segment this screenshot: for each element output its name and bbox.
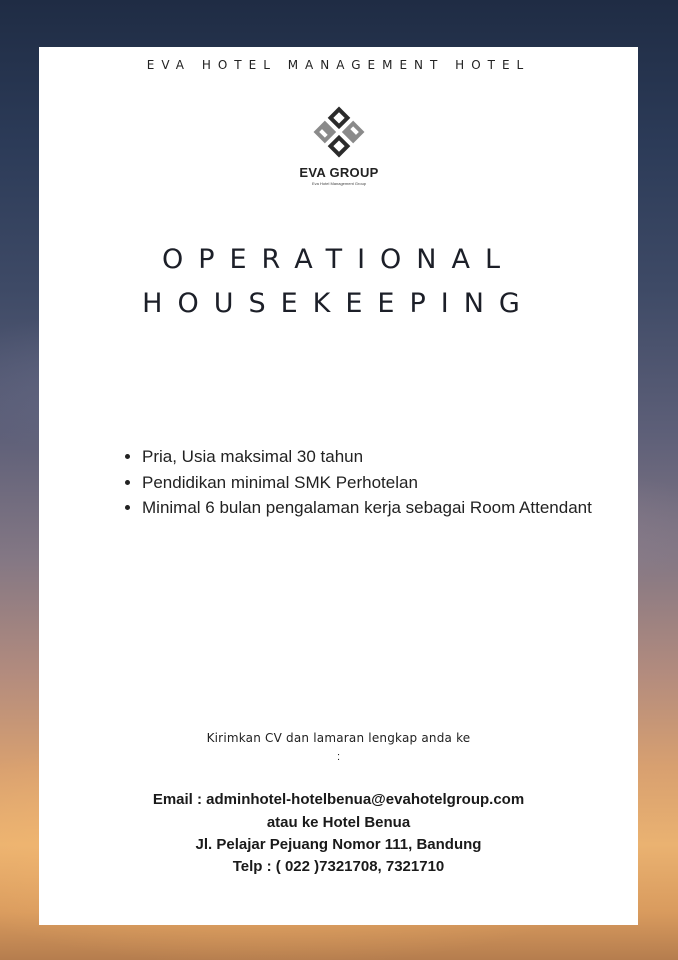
requirement-item: • Pria, Usia maksimal 30 tahun	[142, 444, 612, 470]
application-instruction: Kirimkan CV dan lamaran lengkap anda ke	[206, 731, 471, 745]
requirement-item: • Minimal 6 bulan pengalaman kerja sebagai Room Attendant	[142, 495, 612, 521]
eva-group-logo	[283, 102, 395, 192]
contact-email: Email : adminhotel-hotelbenua@evahotelgroup.com	[152, 791, 525, 808]
requirements-list	[123, 444, 612, 521]
contact-address: Jl. Pelajar Pejuang Nomor 111, Bandung	[195, 836, 482, 853]
position-title-line1: OPERATIONAL	[161, 244, 516, 275]
org-name: EVA HOTEL MANAGEMENT HOTEL	[146, 58, 531, 72]
logo-brand-name: EVA GROUP	[299, 165, 379, 180]
logo-subtitle: Eva Hotel Management Group	[311, 181, 367, 186]
contact-phone: Telp : ( 022 )7321708, 7321710	[232, 858, 445, 875]
position-title-line2: HOUSEKEEPING	[142, 288, 535, 319]
eva-group-logo-icon	[309, 102, 369, 162]
application-colon: :	[336, 751, 341, 763]
contact-hotel: atau ke Hotel Benua	[266, 814, 411, 831]
requirement-item: • Pendidikan minimal SMK Perhotelan	[142, 470, 612, 496]
job-poster-card	[39, 47, 638, 925]
